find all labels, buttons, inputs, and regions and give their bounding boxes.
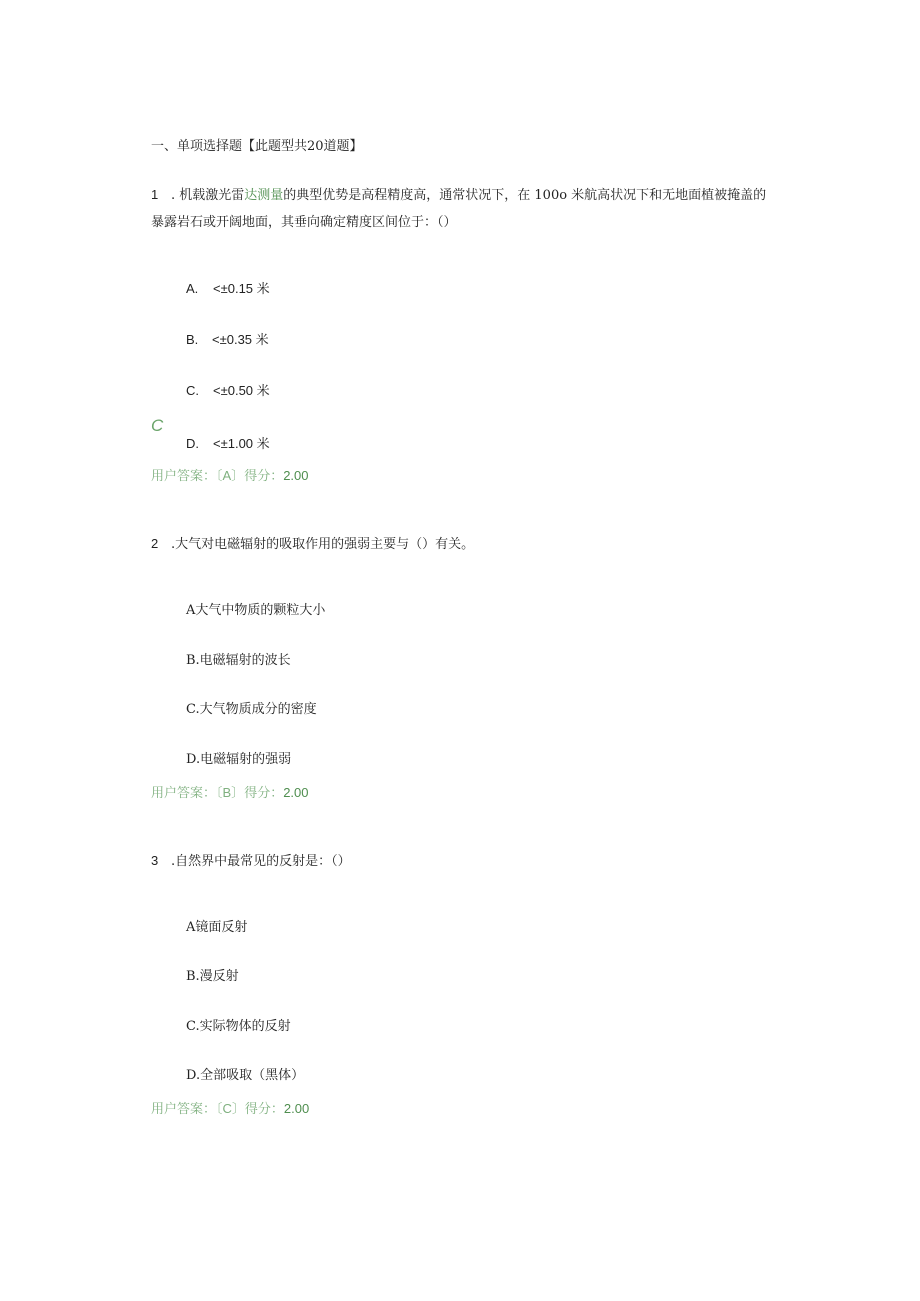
question-1-option-b[interactable] [186, 329, 269, 348]
score-label: 得分： [244, 1102, 284, 1117]
option-label: B. [186, 332, 199, 347]
question-1-option-d[interactable] [186, 433, 270, 452]
question-3-text: .自然界中最常见的反射是：（） [171, 854, 351, 869]
question-2-option-c[interactable]: C.大气物质成分的密度 [186, 702, 317, 717]
question-1-text-b: 的典型优势是高程精度高，通常状况下，在 100o 米航高状况下和无地面植被掩盖的 [283, 188, 767, 203]
option-label: A. [186, 281, 199, 296]
question-2-text: .大气对电磁辐射的吸取作用的强弱主要与（）有关。 [171, 537, 475, 552]
option-text: <±1.00 米 [213, 436, 270, 451]
question-2-line-1 [151, 533, 474, 552]
question-1-line-1 [151, 184, 766, 203]
score-value: 2.00 [283, 785, 309, 800]
option-text: <±0.15 米 [213, 281, 270, 296]
score-value: 2.00 [283, 468, 309, 483]
answer-prefix: 用户答案： [151, 469, 217, 484]
question-2-option-b[interactable]: B.电磁辐射的波长 [186, 653, 291, 668]
option-label: D. [186, 436, 199, 451]
option-text: <±0.35 米 [212, 332, 269, 347]
question-3-option-a[interactable]: A镜面反射 [186, 920, 248, 935]
handwritten-answer-mark: C [151, 416, 164, 435]
option-text: <±0.50 米 [213, 383, 270, 398]
question-2-user-answer [151, 782, 309, 801]
answer-prefix: 用户答案： [151, 786, 217, 801]
question-1-line-2: 暴露岩石或开阔地面，其垂向确定精度区间位于：（） [151, 215, 457, 230]
question-1-option-a[interactable] [186, 278, 270, 297]
question-1-user-answer [151, 465, 309, 484]
option-label: C. [186, 383, 199, 398]
question-3-number: 3 [151, 853, 159, 868]
answer-letter: 〔C〕 [216, 1101, 245, 1116]
question-3-user-answer [151, 1098, 309, 1117]
score-label: 得分： [244, 469, 284, 484]
question-3-line-1 [151, 850, 351, 869]
question-1-option-c[interactable] [186, 380, 270, 399]
question-1-number: 1 [151, 187, 159, 202]
question-2-option-d[interactable]: D.电磁辐射的强弱 [186, 752, 292, 767]
question-3-option-b[interactable]: B.漫反射 [186, 969, 239, 984]
question-3-option-d[interactable]: D.全部吸取（黑体） [186, 1068, 305, 1083]
question-1-text-highlight: 达测量 [244, 188, 284, 203]
question-1-text-a: . 机载激光雷 [171, 188, 245, 203]
score-label: 得分： [244, 786, 284, 801]
question-3-option-c[interactable]: C.实际物体的反射 [186, 1019, 291, 1034]
answer-prefix: 用户答案： [151, 1102, 217, 1117]
score-value: 2.00 [283, 1101, 310, 1116]
section-title: 一、单项选择题【此题型共20道题】 [151, 139, 363, 154]
question-2-number: 2 [151, 536, 159, 551]
question-2-option-a[interactable]: A大气中物质的颗粒大小 [186, 603, 326, 618]
answer-letter: 〔B〕 [216, 785, 245, 800]
answer-letter: 〔A〕 [216, 468, 245, 483]
